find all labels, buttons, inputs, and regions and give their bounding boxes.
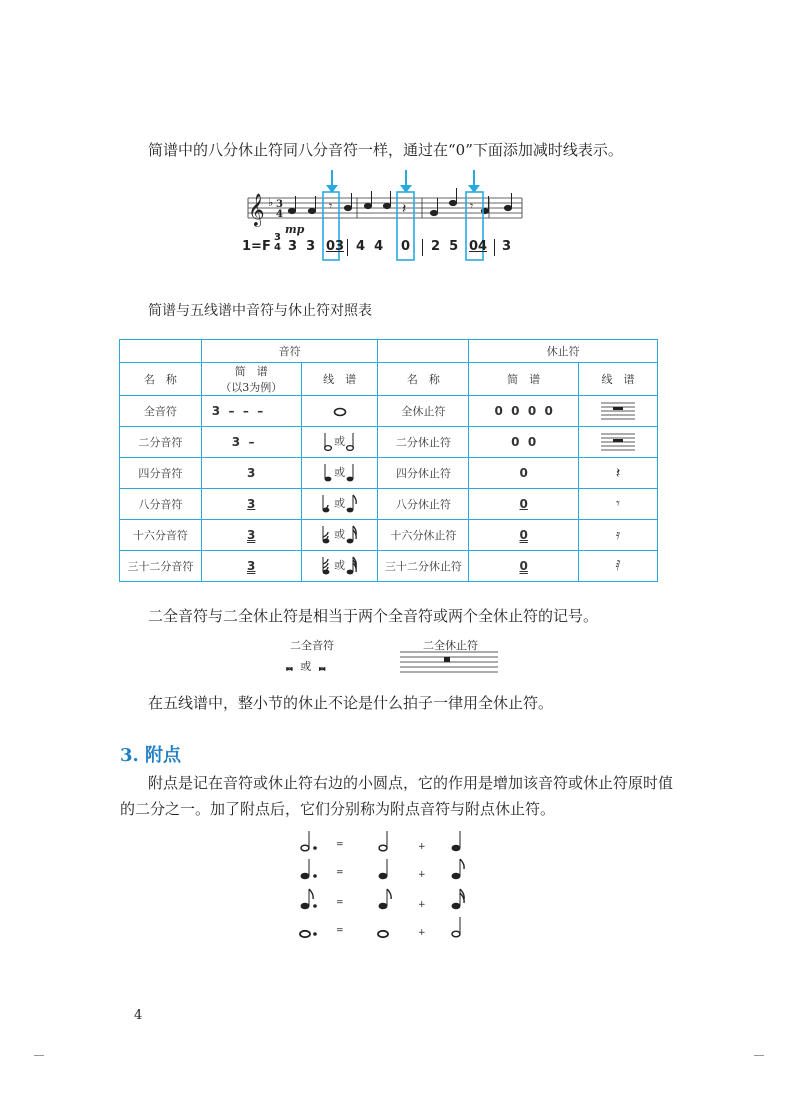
dotted-equations bbox=[290, 826, 500, 946]
table-row bbox=[120, 489, 658, 520]
breve-alt-icon: 𝅜 bbox=[318, 659, 326, 673]
svg-text:♭: ♭ bbox=[268, 196, 274, 209]
or-word: 或 bbox=[300, 660, 312, 673]
rest-name: 二分休止符 bbox=[378, 427, 469, 458]
svg-text:4: 4 bbox=[276, 209, 283, 220]
breve-symbols bbox=[286, 658, 326, 674]
rest-jianpu: 0 bbox=[469, 551, 579, 582]
note-jianpu: 3 – – – bbox=[201, 396, 301, 427]
group-notes-header: 音符 bbox=[201, 340, 378, 363]
or-word: 或 bbox=[334, 466, 346, 479]
measure-3-notes: 2 5 bbox=[431, 239, 459, 254]
sixteenth-rest-icon: 𝄿 bbox=[579, 520, 658, 551]
score-example bbox=[240, 165, 530, 265]
thirty-second-note-icon bbox=[301, 551, 378, 582]
barline bbox=[347, 239, 348, 256]
note-name: 三十二分音符 bbox=[120, 551, 202, 582]
quarter-rest-icon: 𝄽 bbox=[579, 458, 658, 489]
col-jianpu-header bbox=[201, 363, 301, 396]
note-name: 二分音符 bbox=[120, 427, 202, 458]
table-row bbox=[120, 551, 658, 582]
group-rests-header: 休止符 bbox=[469, 340, 658, 363]
rest-jianpu: 0 bbox=[469, 520, 579, 551]
rest-name: 全休止符 bbox=[378, 396, 469, 427]
table-row bbox=[120, 458, 658, 489]
rest-jianpu: 0 0 bbox=[469, 427, 579, 458]
col-jianpu-sub: （以3为例） bbox=[220, 381, 283, 394]
svg-text:𝄾: 𝄾 bbox=[329, 199, 333, 213]
rest-jianpu: 0 bbox=[469, 489, 579, 520]
dot-paragraph-line2: 的二分之一。加了附点后，它们分别称为附点音符与附点休止符。 bbox=[120, 800, 556, 818]
measure-1-notes: 3 3 bbox=[288, 239, 316, 254]
boxed-notes-2: 0 bbox=[401, 239, 411, 254]
note-jianpu: 3 bbox=[201, 458, 301, 489]
col-staff2-header: 线 谱 bbox=[579, 363, 658, 396]
svg-text:𝄽: 𝄽 bbox=[402, 201, 407, 217]
breve-rest-label: 二全休止符 bbox=[423, 639, 478, 652]
measure-2-notes: 4 4 bbox=[356, 239, 384, 254]
whole-note-icon bbox=[301, 396, 378, 427]
half-rest-icon bbox=[579, 427, 658, 458]
plus-sign: + bbox=[418, 870, 426, 880]
table-caption: 简谱与五线谱中音符与休止符对照表 bbox=[148, 303, 372, 319]
breve-icon: 𝅜 bbox=[286, 659, 293, 673]
rest-name: 十六分休止符 bbox=[378, 520, 469, 551]
or-word: 或 bbox=[334, 559, 346, 572]
plus-sign: + bbox=[418, 900, 426, 910]
barline bbox=[422, 239, 423, 256]
crop-mark bbox=[754, 1055, 764, 1056]
breve-paragraph: 二全音符与二全休止符是相当于两个全音符或两个全休止符的记号。 bbox=[148, 607, 599, 625]
equations-graphic bbox=[290, 826, 500, 946]
half-note-icon bbox=[301, 427, 378, 458]
barline bbox=[494, 239, 495, 256]
svg-text:𝄞: 𝄞 bbox=[248, 193, 265, 226]
note-name: 四分音符 bbox=[120, 458, 202, 489]
section-title: 3. 附点 bbox=[120, 745, 182, 766]
table-row bbox=[120, 396, 658, 427]
key-label: 1=F bbox=[242, 239, 271, 254]
sixteenth-note-icon bbox=[301, 520, 378, 551]
note-jianpu: 3 bbox=[201, 489, 301, 520]
note-name: 八分音符 bbox=[120, 489, 202, 520]
svg-text:3: 3 bbox=[276, 199, 283, 210]
svg-text:𝄾: 𝄾 bbox=[470, 199, 474, 213]
boxed-notes-1: 03 bbox=[326, 239, 345, 254]
time-top: 3 bbox=[274, 232, 281, 243]
dot-paragraph-line1: 附点是记在音符或休止符右边的小圆点，它的作用是增加该音符或休止符原时值 bbox=[148, 774, 674, 792]
breve-label: 二全音符 bbox=[290, 639, 334, 652]
breve-rest-staff bbox=[400, 650, 498, 676]
table-row bbox=[120, 520, 658, 551]
time-bottom: 4 bbox=[274, 242, 281, 253]
rest-jianpu: 0 0 0 0 bbox=[469, 396, 579, 427]
comparison-table bbox=[119, 339, 658, 582]
col-jianpu2-header: 简 谱 bbox=[469, 363, 579, 396]
rest-name: 三十二分休止符 bbox=[378, 551, 469, 582]
thirty-second-rest-icon: 𝅀 bbox=[579, 551, 658, 582]
quarter-note-icon bbox=[301, 458, 378, 489]
rest-name: 八分休止符 bbox=[378, 489, 469, 520]
measure-rest-paragraph: 在五线谱中，整小节的休止不论是什么拍子一律用全休止符。 bbox=[148, 694, 554, 712]
col-staff-header: 线 谱 bbox=[301, 363, 378, 396]
col-name2-header: 名 称 bbox=[378, 363, 469, 396]
equals-sign: = bbox=[336, 840, 344, 850]
crop-mark bbox=[34, 1055, 44, 1056]
plus-sign: + bbox=[418, 928, 426, 938]
equals-sign: = bbox=[336, 926, 344, 936]
eighth-rest-icon: 𝄾 bbox=[579, 489, 658, 520]
or-word: 或 bbox=[334, 528, 346, 541]
intro-paragraph: 简谱中的八分休止符同八分音符一样，通过在“0”下面添加减时线表示。 bbox=[148, 141, 623, 159]
time-signature bbox=[274, 233, 281, 253]
table-row bbox=[120, 427, 658, 458]
rest-jianpu: 0 bbox=[469, 458, 579, 489]
whole-rest-icon bbox=[579, 396, 658, 427]
equals-sign: = bbox=[336, 898, 344, 908]
dynamic-mark: mp bbox=[285, 223, 305, 236]
col-jianpu-title: 简 谱 bbox=[234, 365, 268, 378]
plus-sign: + bbox=[418, 842, 426, 852]
rest-name: 四分休止符 bbox=[378, 458, 469, 489]
measure-4-notes: 3 bbox=[502, 239, 512, 254]
eighth-note-icon bbox=[301, 489, 378, 520]
note-jianpu: 3 bbox=[201, 520, 301, 551]
col-name-header: 名 称 bbox=[120, 363, 202, 396]
equals-sign: = bbox=[336, 868, 344, 878]
or-word: 或 bbox=[334, 435, 346, 448]
note-name: 十六分音符 bbox=[120, 520, 202, 551]
or-word: 或 bbox=[334, 497, 346, 510]
page-number: 4 bbox=[134, 1008, 143, 1023]
note-jianpu: 3 – bbox=[201, 427, 301, 458]
boxed-notes-3: 04 bbox=[469, 239, 488, 254]
note-name: 全音符 bbox=[120, 396, 202, 427]
note-jianpu: 3 bbox=[201, 551, 301, 582]
